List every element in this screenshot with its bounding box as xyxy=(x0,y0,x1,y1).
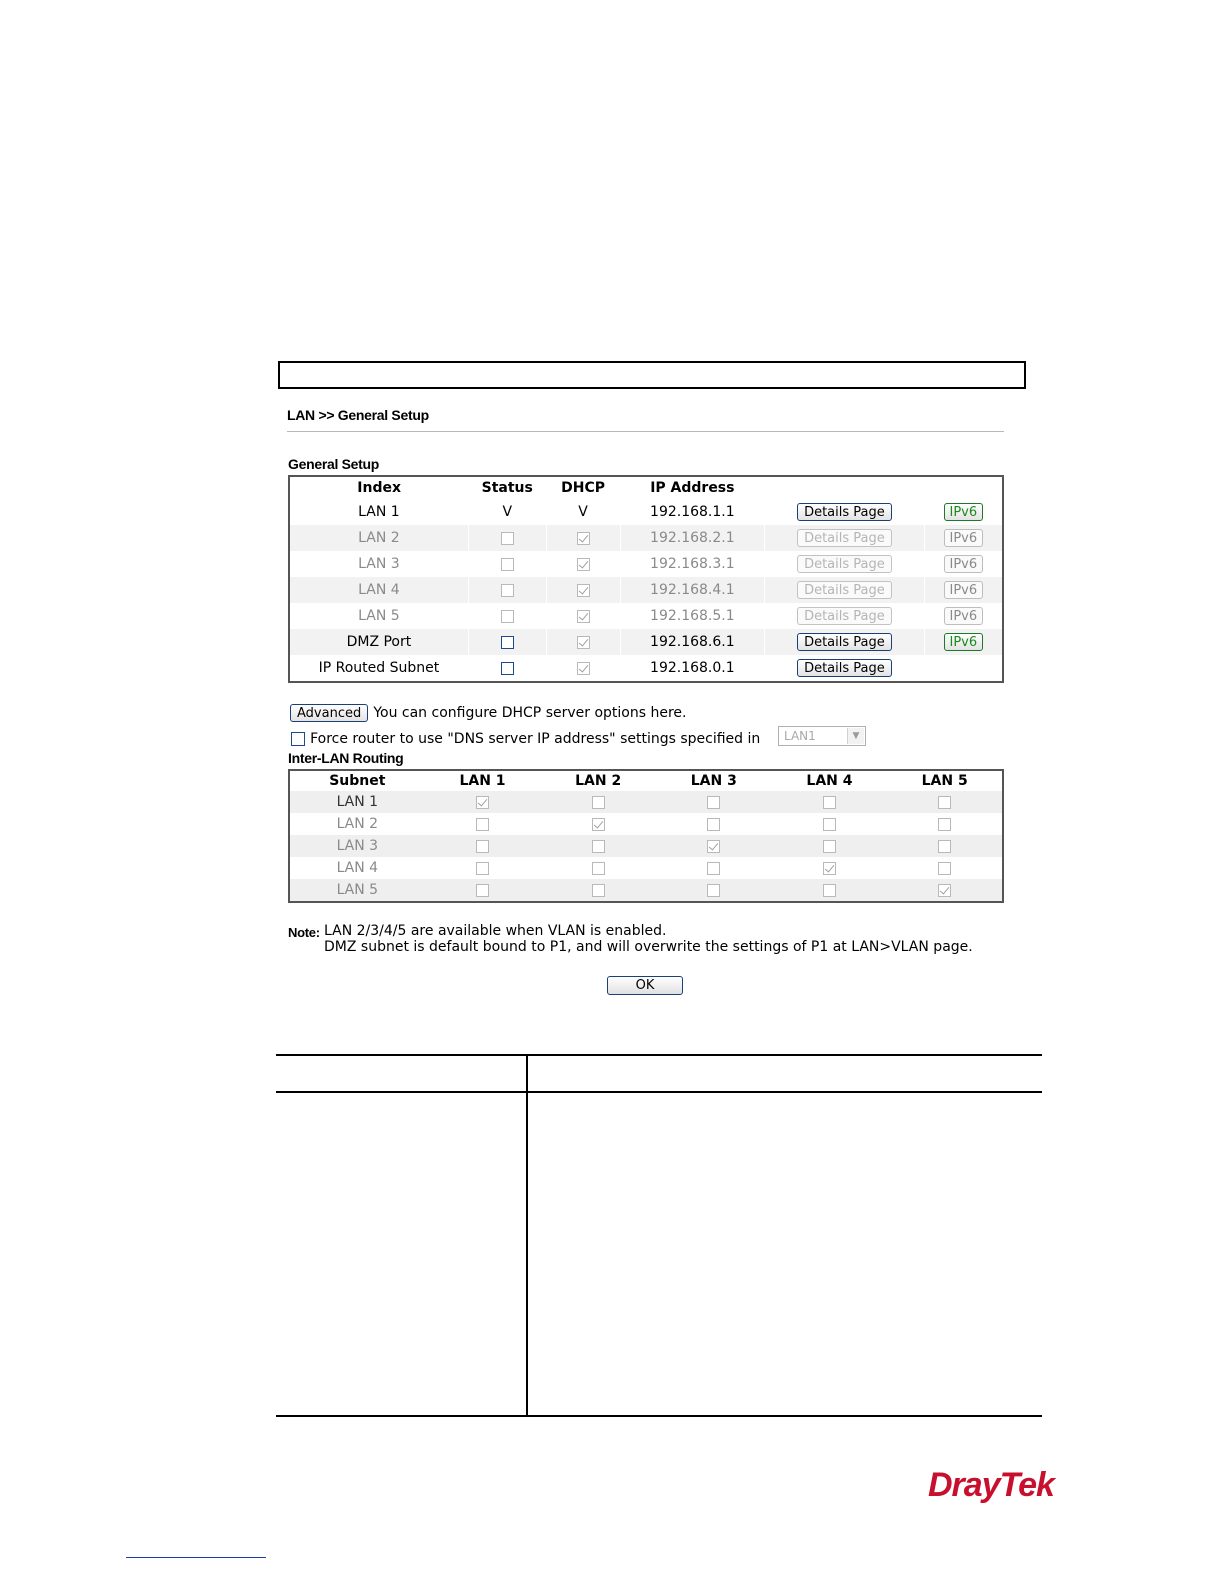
details-page-button-lan3[interactable]: Details Page xyxy=(797,555,892,573)
force-dns-label: Force router to use "DNS server IP address" settings specified in xyxy=(310,731,761,747)
row-ip: 192.168.2.1 xyxy=(620,525,765,551)
row-subnet: LAN 4 xyxy=(336,860,379,876)
status-checkbox-ip-routed[interactable] xyxy=(501,662,514,675)
details-page-button-lan1[interactable]: Details Page xyxy=(797,503,892,521)
status-checkbox-lan4[interactable] xyxy=(501,584,514,597)
table-row-lan3 xyxy=(289,551,1003,577)
route-checkbox[interactable] xyxy=(938,818,951,831)
table-row xyxy=(289,813,1003,835)
details-page-button-lan2[interactable]: Details Page xyxy=(797,529,892,547)
route-checkbox[interactable] xyxy=(938,862,951,875)
col-header-lan1: LAN 1 xyxy=(459,773,506,789)
row-status: V xyxy=(468,499,546,525)
col-header-dhcp: DHCP xyxy=(561,480,606,496)
col-header-subnet: Subnet xyxy=(329,773,386,789)
doc-table-column-divider xyxy=(526,1055,528,1416)
row-ip: 192.168.6.1 xyxy=(620,629,765,655)
ok-button[interactable]: OK xyxy=(607,976,683,995)
route-checkbox[interactable] xyxy=(476,840,489,853)
table-row xyxy=(289,857,1003,879)
row-subnet: LAN 1 xyxy=(289,791,425,813)
inter-lan-routing-table xyxy=(288,769,1004,903)
status-checkbox-lan3[interactable] xyxy=(501,558,514,571)
route-checkbox[interactable] xyxy=(823,796,836,809)
table-row-lan4 xyxy=(289,577,1003,603)
ipv6-button-lan1[interactable]: IPv6 xyxy=(944,503,984,521)
row-index: LAN 1 xyxy=(358,504,400,520)
route-checkbox[interactable] xyxy=(938,840,951,853)
route-checkbox[interactable] xyxy=(823,884,836,897)
col-header-index: Index xyxy=(357,480,402,496)
route-checkbox[interactable] xyxy=(476,818,489,831)
row-dhcp: V xyxy=(546,499,620,525)
route-checkbox[interactable] xyxy=(707,840,720,853)
note-line-2: DMZ subnet is default bound to P1, and will overwrite the settings of P1 at LAN>VLAN page. xyxy=(324,939,973,955)
row-subnet: LAN 5 xyxy=(289,879,425,902)
row-ip: 192.168.3.1 xyxy=(620,551,765,577)
table-row xyxy=(289,879,1003,902)
dhcp-checkbox-lan2[interactable] xyxy=(577,532,590,545)
force-dns-checkbox[interactable] xyxy=(291,732,305,746)
ipv6-button-lan4[interactable]: IPv6 xyxy=(944,581,984,599)
table-row-lan5 xyxy=(289,603,1003,629)
table-row-ip-routed-subnet xyxy=(289,655,1003,682)
route-checkbox[interactable] xyxy=(823,840,836,853)
advanced-button[interactable]: Advanced xyxy=(290,704,368,722)
route-checkbox[interactable] xyxy=(707,862,720,875)
row-ip: 192.168.0.1 xyxy=(620,655,765,682)
breadcrumb: LAN >> General Setup xyxy=(287,407,429,423)
col-header-ip-address: IP Address xyxy=(650,480,735,496)
route-checkbox[interactable] xyxy=(938,884,951,897)
route-checkbox[interactable] xyxy=(592,840,605,853)
row-index: IP Routed Subnet xyxy=(318,660,440,676)
table-header-row xyxy=(289,770,1003,791)
ipv6-button-dmz[interactable]: IPv6 xyxy=(944,633,984,651)
status-checkbox-dmz[interactable] xyxy=(501,636,514,649)
ipv6-button-lan3[interactable]: IPv6 xyxy=(944,555,984,573)
col-header-lan3: LAN 3 xyxy=(690,773,737,789)
note-label: Note: xyxy=(288,925,320,940)
chevron-down-icon: ▼ xyxy=(847,728,864,744)
advanced-description: You can configure DHCP server options here. xyxy=(373,705,687,721)
row-index: LAN 5 xyxy=(358,608,400,624)
table-row xyxy=(289,835,1003,857)
table-row-lan1 xyxy=(289,499,1003,525)
row-index: DMZ Port xyxy=(289,629,468,655)
route-checkbox[interactable] xyxy=(707,818,720,831)
table-row xyxy=(289,791,1003,813)
col-header-ipv6 xyxy=(924,476,1003,499)
route-checkbox[interactable] xyxy=(707,884,720,897)
dhcp-checkbox-lan5[interactable] xyxy=(577,610,590,623)
row-ip: 192.168.4.1 xyxy=(620,577,765,603)
route-checkbox[interactable] xyxy=(476,862,489,875)
route-checkbox[interactable] xyxy=(592,818,605,831)
col-header-status: Status xyxy=(481,480,533,496)
table-row-lan2 xyxy=(289,525,1003,551)
row-ip: 192.168.1.1 xyxy=(620,499,765,525)
caption-box xyxy=(278,361,1026,389)
general-setup-title: General Setup xyxy=(288,456,380,472)
details-page-button-ip-routed[interactable]: Details Page xyxy=(797,659,892,677)
dhcp-checkbox-lan4[interactable] xyxy=(577,584,590,597)
col-header-lan4: LAN 4 xyxy=(806,773,853,789)
dhcp-checkbox-ip-routed[interactable] xyxy=(577,662,590,675)
route-checkbox[interactable] xyxy=(592,884,605,897)
table-row-dmz xyxy=(289,629,1003,655)
draytek-logo: DrayTek xyxy=(928,1466,1054,1504)
inter-lan-routing-title: Inter-LAN Routing xyxy=(288,750,404,766)
breadcrumb-divider xyxy=(287,431,1004,432)
status-checkbox-lan5[interactable] xyxy=(501,610,514,623)
row-subnet: LAN 2 xyxy=(336,816,379,832)
ipv6-button-lan5[interactable]: IPv6 xyxy=(944,607,984,625)
col-header-lan2: LAN 2 xyxy=(575,773,622,789)
dns-lan-select[interactable] xyxy=(778,726,866,746)
route-checkbox[interactable] xyxy=(592,796,605,809)
row-index: LAN 3 xyxy=(358,556,400,572)
details-page-button-lan4[interactable]: Details Page xyxy=(797,581,892,599)
doc-table-top-rule xyxy=(276,1054,1042,1056)
dhcp-checkbox-lan3[interactable] xyxy=(577,558,590,571)
route-checkbox[interactable] xyxy=(823,818,836,831)
row-index: LAN 2 xyxy=(289,525,468,551)
general-setup-table xyxy=(288,475,1004,683)
col-header-lan5: LAN 5 xyxy=(921,773,968,789)
col-header-details xyxy=(765,476,924,499)
table-header-row xyxy=(289,476,1003,499)
route-checkbox[interactable] xyxy=(476,796,489,809)
row-ip: 192.168.5.1 xyxy=(620,603,765,629)
dhcp-checkbox-dmz[interactable] xyxy=(577,636,590,649)
row-subnet: LAN 3 xyxy=(289,835,425,857)
footer-link-underline[interactable] xyxy=(126,1557,266,1558)
route-checkbox[interactable] xyxy=(592,862,605,875)
doc-table-header-rule xyxy=(276,1091,1042,1093)
ipv6-button-lan2[interactable]: IPv6 xyxy=(944,529,984,547)
route-checkbox[interactable] xyxy=(476,884,489,897)
status-checkbox-lan2[interactable] xyxy=(501,532,514,545)
details-page-button-dmz[interactable]: Details Page xyxy=(797,633,892,651)
route-checkbox[interactable] xyxy=(938,796,951,809)
note-line-1: LAN 2/3/4/5 are available when VLAN is enabled. xyxy=(324,923,667,939)
doc-table-bottom-rule xyxy=(276,1415,1042,1417)
dns-lan-select-value: LAN1 xyxy=(784,729,816,743)
route-checkbox[interactable] xyxy=(823,862,836,875)
details-page-button-lan5[interactable]: Details Page xyxy=(797,607,892,625)
route-checkbox[interactable] xyxy=(707,796,720,809)
row-index: LAN 4 xyxy=(289,577,468,603)
